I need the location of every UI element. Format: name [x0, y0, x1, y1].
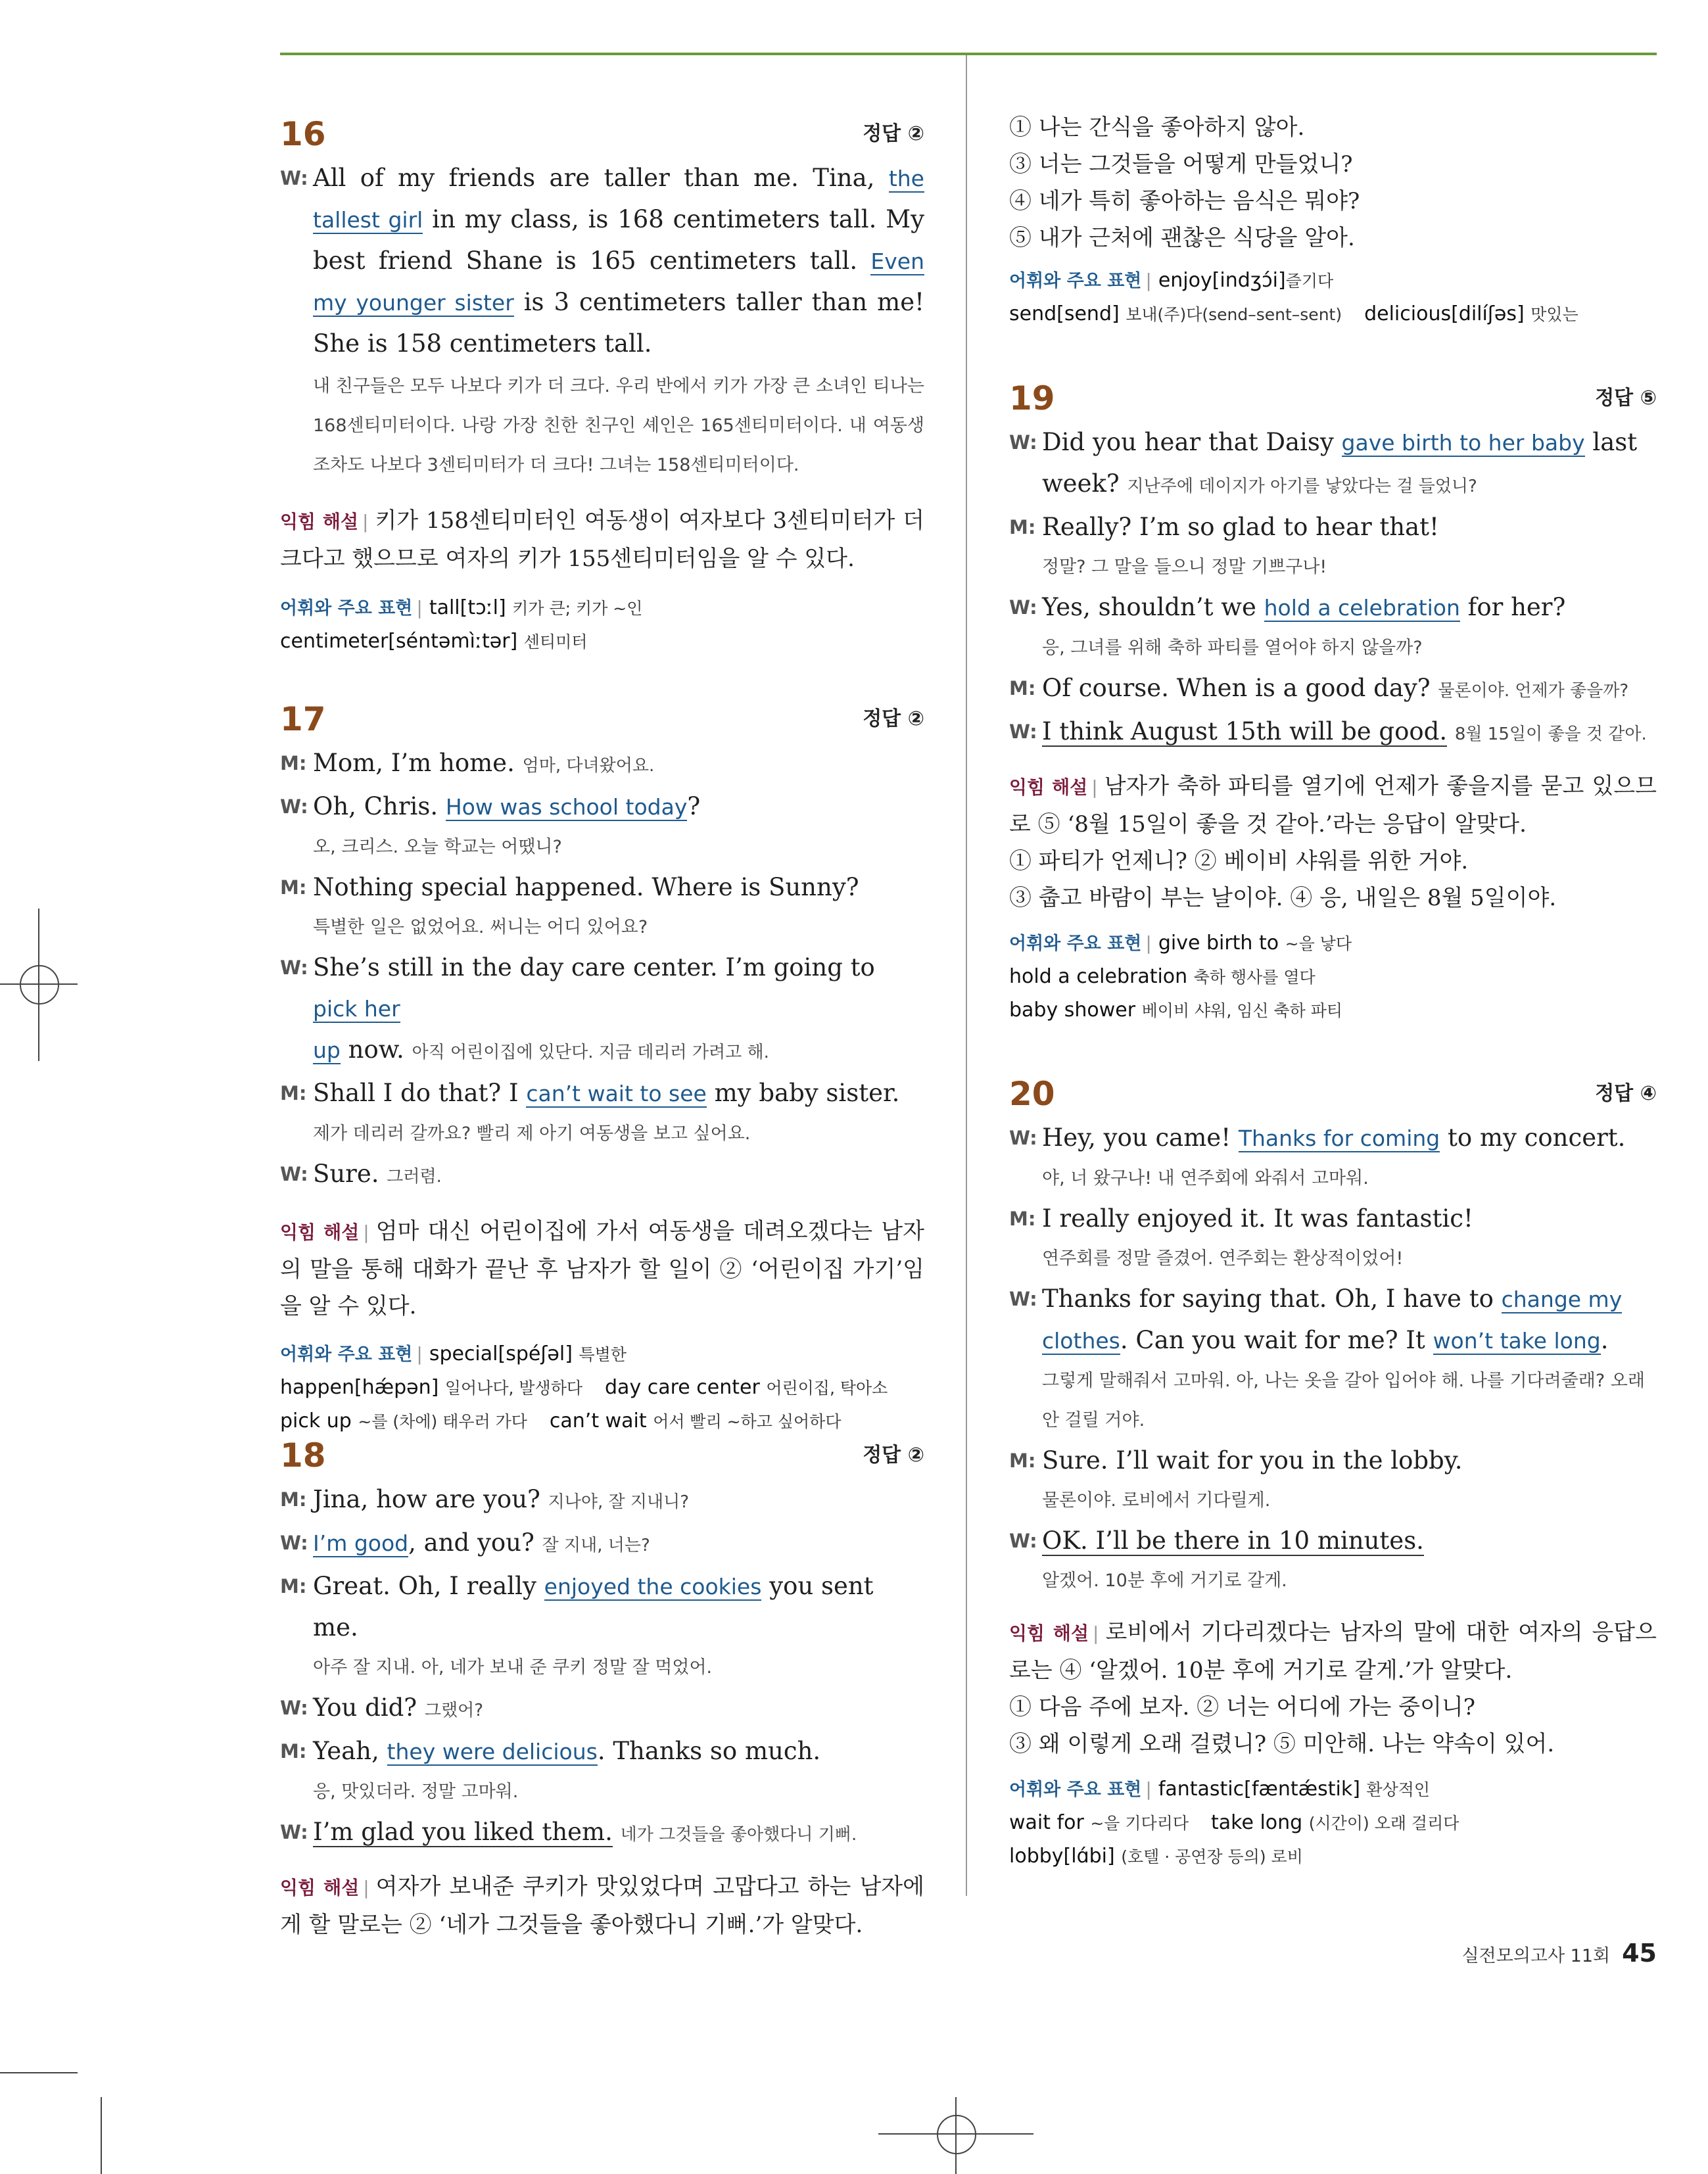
separator: |	[416, 597, 423, 619]
dialogue-text: You did?	[313, 1693, 417, 1722]
vocab-meaning: 일어나다, 발생하다	[444, 1379, 583, 1398]
explanation	[280, 1868, 924, 1943]
korean-translation: 물론이야. 로비에서 기다릴게.	[1042, 1490, 1271, 1511]
dialogue-text: Nothing special happened. Where is Sunny?	[313, 873, 859, 901]
dialogue-text: . Can you wait for me? It	[1120, 1326, 1433, 1354]
answer-label: 정답 ②	[863, 707, 924, 730]
dialogue-text: my baby sister.	[706, 1079, 900, 1107]
dialogue-text: . Thanks so much.	[597, 1737, 821, 1765]
explanation-label: 익힘 해설	[280, 1221, 360, 1243]
korean-translation: 지나야, 잘 지내니?	[548, 1492, 690, 1512]
explanation-text: 키가 158센티미터인 여동생이 여자보다 3센티미터가 더 크다고 했으므로 여자의 키가 155센티미터임을 알 수 있다.	[280, 508, 924, 572]
separator: |	[1145, 1778, 1152, 1800]
vocabulary-label: 어휘와 주요 표현	[1009, 933, 1142, 954]
speaker-label: M:	[280, 1575, 307, 1597]
dialogue-line	[280, 1154, 924, 1197]
dialogue-text: is 3 centimeters taller than me! She is 158 centimeters tall.	[313, 288, 924, 358]
vocab-term: lobby[lɑ́bi]	[1009, 1845, 1115, 1868]
choice-item: ⑤ 내가 근처에 괜찮은 식당을 알아.	[1009, 225, 1355, 251]
korean-translation: 야, 너 왔구나! 내 연주회에 와줘서 고마워.	[1042, 1168, 1369, 1189]
vocab-meaning: 어서 빨리 ~하고 싶어하다	[653, 1412, 842, 1431]
dialogue-line	[280, 1812, 924, 1855]
choice-item: ① 파티가 언제니? ② 베이비 샤워를 위한 거야.	[1009, 848, 1469, 874]
speaker-label: W:	[280, 167, 308, 189]
dialogue-text: Sure. I’ll wait for you in the lobby.	[1042, 1446, 1463, 1475]
speaker-label: W:	[1009, 1127, 1037, 1149]
blank-answer: hold a celebration	[1264, 595, 1460, 621]
separator: |	[416, 1343, 423, 1365]
korean-translation: 응, 맛있더라. 정말 고마워.	[313, 1782, 519, 1802]
korean-translation: 그렇게 말해줘서 고마워. 아, 나는 옷을 갈아 입어야 해. 나를 기다려줄래? 오래 안 걸릴 거야.	[1042, 1371, 1645, 1430]
separator: |	[1093, 1622, 1099, 1644]
separator: |	[363, 1877, 369, 1899]
vocab-meaning: 어린이집, 탁아소	[766, 1379, 888, 1398]
vocab-meaning: 베이비 샤워, 임신 축하 파티	[1141, 1001, 1343, 1020]
dialogue-line	[1009, 1521, 1657, 1561]
choice-item: ④ 네가 특히 좋아하는 음식은 뭐야?	[1009, 188, 1360, 214]
dialogue-line	[280, 1688, 924, 1731]
choice-item: ③ 왜 이렇게 오래 걸렸니? ⑤ 미안해. 나는 약속이 있어.	[1009, 1731, 1555, 1757]
vocab-meaning: (시간이) 오래 걸리다	[1308, 1814, 1459, 1833]
speaker-label: M:	[280, 1740, 307, 1762]
dialogue-text: Yes, shouldn’t we	[1042, 593, 1264, 621]
korean-translation: 오, 크리스. 오늘 학교는 어땠니?	[313, 837, 562, 857]
speaker-label: W:	[1009, 721, 1037, 743]
vocab-term: centimeter[séntəmìːtər]	[280, 630, 518, 653]
choice-item: ① 나는 간식을 좋아하지 않아.	[1009, 114, 1305, 141]
dialogue-text: Really? I’m so glad to hear that!	[1042, 513, 1439, 541]
vocab-term: baby shower	[1009, 999, 1136, 1022]
dialogue-text: Jina, how are you?	[313, 1485, 540, 1513]
blank-answer: up	[313, 1037, 341, 1063]
explanation	[280, 1213, 924, 1325]
blank-answer: Even my younger sister	[313, 248, 924, 316]
vocab-term: send[send]	[1009, 302, 1120, 325]
column-divider	[966, 55, 967, 1896]
speaker-label: W:	[280, 1697, 308, 1719]
speaker-label: W:	[280, 1163, 308, 1185]
vocab-term: wait for	[1009, 1811, 1084, 1834]
dialogue-text: Yeah,	[313, 1737, 387, 1765]
speaker-label: W:	[1009, 431, 1037, 454]
dialogue-line	[280, 867, 924, 908]
vocab-meaning: 특별한	[579, 1345, 627, 1364]
vocab-meaning: 센티미터	[523, 632, 588, 651]
speaker-label: W:	[280, 795, 308, 818]
korean-translation: 네가 그것들을 좋아했다니 기뻐.	[620, 1825, 857, 1845]
dialogue-text: now.	[340, 1035, 404, 1064]
blank-answer: I’m good	[313, 1530, 409, 1556]
vocabulary	[280, 592, 924, 659]
dialogue-text: last week?	[1042, 428, 1638, 498]
vocab-term: delicious[dilíʃəs]	[1364, 302, 1525, 325]
dialogue-text: I really enjoyed it. It was fantastic!	[1042, 1204, 1473, 1233]
korean-translation: 내 친구들은 모두 나보다 키가 더 크다. 우리 반에서 키가 가장 큰 소녀인 티나는 168센티미터이다. 나랑 가장 친한 친구인 셰인은 165센티미터이다. 내 여동생조차도 나보다 3센티미터가 더 크다! 그녀는 158센티미터이다.	[313, 376, 924, 475]
dialogue-text: you sent me.	[313, 1572, 874, 1642]
dialogue-text: OK. I’ll be there in 10 minutes.	[1042, 1526, 1424, 1555]
korean-translation: 연주회를 정말 즐겼어. 연주회는 환상적이었어!	[1042, 1248, 1404, 1269]
registration-circle	[20, 965, 59, 1004]
answer-label: 정답 ⑤	[1595, 387, 1657, 410]
answer-label: 정답 ④	[1595, 1082, 1657, 1105]
dialogue-line	[280, 1731, 924, 1772]
dialogue-line	[280, 1073, 924, 1114]
question-number: 20	[1009, 1075, 1055, 1113]
vocab-term: enjoy[indʒɔ́i]	[1158, 269, 1286, 292]
dialogue-line	[280, 1523, 924, 1566]
dialogue-line	[1009, 1279, 1657, 1361]
separator: |	[1145, 932, 1152, 954]
dialogue-line	[1009, 587, 1657, 628]
dialogue-text: in my class, is 168 centimeters tall. My best friend Shane is 165 centimeters tall.	[313, 205, 924, 275]
dialogue-text: Thanks for saying that. Oh, I have to	[1042, 1285, 1502, 1313]
vocab-term: day care center	[605, 1376, 760, 1399]
registration-circle	[937, 2115, 976, 2154]
dialogue-text: Oh, Chris.	[313, 792, 446, 820]
dialogue-text: for her?	[1459, 593, 1566, 621]
question-18	[280, 1432, 924, 1943]
separator: |	[1091, 776, 1098, 798]
dialogue-line	[1009, 1440, 1657, 1481]
vocabulary-label: 어휘와 주요 표현	[280, 598, 413, 619]
question-header	[280, 696, 924, 743]
speaker-label: M:	[1009, 1450, 1036, 1472]
explanation-label: 익힘 해설	[280, 511, 358, 532]
speaker-label: M:	[1009, 516, 1036, 538]
vocab-term: happen[hǽpən]	[280, 1376, 439, 1399]
dialogue-line	[1009, 1118, 1657, 1159]
explanation-text: 로비에서 기다리겠다는 남자의 말에 대한 여자의 응답으로는 ④ ‘알겠어. 10분 후에 거기로 갈게.’가 알맞다.	[1009, 1619, 1657, 1684]
question-19	[1009, 375, 1657, 1028]
vocabulary	[280, 1338, 924, 1438]
question-16	[280, 110, 924, 659]
dialogue-line	[280, 158, 924, 364]
answer-label: 정답 ②	[863, 122, 924, 145]
vocab-meaning: 맛있는	[1530, 305, 1578, 324]
question-header	[280, 1432, 924, 1479]
dialogue-text: All of my friends are taller than me. Tina,	[313, 164, 889, 192]
korean-translation: 그랬어?	[424, 1701, 484, 1720]
korean-translation: 지난주에 데이지가 아기를 낳았다는 걸 들었니?	[1127, 477, 1477, 496]
korean-translation: 제가 데리러 갈까요? 빨리 제 아기 여동생을 보고 싶어요.	[313, 1123, 751, 1144]
question-number: 16	[280, 115, 326, 153]
vocab-meaning: (호텔 · 공연장 등의) 로비	[1121, 1847, 1303, 1866]
dialogue-text: , and you?	[408, 1528, 534, 1557]
speaker-label: W:	[280, 1532, 308, 1554]
explanation-text: 여자가 보내준 쿠키가 맛있었다며 고맙다고 하는 남자에게 할 말로는 ② ‘네가 그것들을 좋아했다니 기뻐.’가 알맞다.	[280, 1874, 924, 1938]
explanation-text: 남자가 축하 파티를 열기에 언제가 좋을지를 묻고 있으므로 ⑤ ‘8월 15일이 좋을 것 같아.’라는 응답이 알맞다.	[1009, 773, 1657, 838]
vocab-term: tall[tɔːl]	[429, 596, 506, 619]
blank-answer: they were delicious	[387, 1739, 598, 1764]
blank-answer: clothes	[1042, 1328, 1120, 1354]
page-footer	[1462, 1937, 1657, 1975]
korean-translation: 잘 지내, 너는?	[542, 1536, 650, 1555]
dialogue-text: Shall I do that? I	[313, 1079, 527, 1107]
dialogue-text: ?	[687, 792, 701, 820]
vocab-meaning: 즐기다	[1285, 272, 1334, 291]
top-rule	[280, 53, 1657, 55]
blank-answer: can’t wait to see	[526, 1081, 707, 1106]
dialogue-line	[280, 743, 924, 786]
dialogue-line	[1009, 1198, 1657, 1239]
korean-translation: 응, 그녀를 위해 축하 파티를 열어야 하지 않을까?	[1042, 638, 1423, 658]
speaker-label: M:	[280, 876, 307, 899]
explanation-text: 엄마 대신 어린이집에 가서 여동생을 데려오겠다는 남자의 말을 통해 대화가 끝난 후 남자가 할 일이 ② ‘어린이집 가기’임을 알 수 있다.	[280, 1218, 924, 1319]
dialogue-line	[1009, 668, 1657, 711]
dialogue-line	[280, 786, 924, 828]
dialogue-text: Great. Oh, I really	[313, 1572, 544, 1600]
korean-translation: 특별한 일은 없었어요. 써니는 어디 있어요?	[313, 917, 648, 937]
question-17	[280, 696, 924, 1438]
vocab-term: take long	[1211, 1811, 1303, 1834]
answer-label: 정답 ②	[863, 1444, 924, 1467]
speaker-label: W:	[280, 1821, 308, 1843]
question-18-continued	[1009, 109, 1657, 331]
vocabulary-label: 어휘와 주요 표현	[280, 1344, 413, 1365]
korean-translation: 아직 어린이집에 있단다. 지금 데리러 가려고 해.	[412, 1043, 769, 1062]
blank-answer: change my	[1501, 1287, 1623, 1312]
crop-mark	[101, 2097, 102, 2174]
vocab-meaning: ~를 (차에) 태우러 가다	[358, 1412, 527, 1431]
crop-mark	[0, 2072, 78, 2073]
explanation	[280, 502, 924, 577]
vocab-meaning: ~을 낳다	[1285, 934, 1352, 953]
speaker-label: M:	[280, 1488, 307, 1511]
question-header	[1009, 375, 1657, 422]
korean-translation: 알겠어. 10분 후에 거기로 갈게.	[1042, 1571, 1287, 1591]
speaker-label: W:	[1009, 1288, 1037, 1310]
dialogue-text: She’s still in the day care center. I’m going to	[313, 953, 875, 981]
separator: |	[363, 1221, 369, 1243]
vocab-meaning: 축하 행사를 열다	[1193, 968, 1316, 987]
speaker-label: M:	[280, 752, 307, 774]
korean-translation: 정말? 그 말을 들으니 정말 기쁘구나!	[1042, 557, 1327, 577]
vocab-meaning: 환상적인	[1366, 1780, 1431, 1799]
explanation	[1009, 768, 1657, 843]
blank-answer: How was school today	[445, 794, 688, 820]
dialogue-text: Hey, you came!	[1042, 1123, 1239, 1152]
dialogue-line	[280, 1566, 924, 1648]
vocab-meaning: 키가 큰; 키가 ~인	[512, 599, 643, 618]
explanation-label: 익힘 해설	[1009, 1622, 1089, 1644]
vocab-term: give birth to	[1158, 932, 1279, 955]
question-number: 18	[280, 1436, 326, 1475]
vocab-meaning: 보내(주)다(send–sent–sent)	[1126, 305, 1342, 324]
blank-answer: Thanks for coming	[1238, 1125, 1440, 1151]
speaker-label: W:	[1009, 1530, 1037, 1552]
explanation-label: 익힘 해설	[1009, 776, 1088, 798]
explanation-label: 익힘 해설	[280, 1877, 360, 1899]
dialogue-line	[1009, 507, 1657, 548]
page-number: 45	[1622, 1939, 1657, 1968]
choice-item: ③ 춥고 바람이 부는 날이야. ④ 응, 내일은 8월 5일이야.	[1009, 885, 1557, 911]
vocabulary-label: 어휘와 주요 표현	[1009, 271, 1142, 291]
speaker-label: W:	[280, 957, 308, 979]
vocab-term: special[spéʃəl]	[429, 1342, 573, 1365]
vocab-term: can’t wait	[549, 1409, 647, 1432]
dialogue-line	[280, 947, 924, 1073]
blank-answer: the tallest girl	[313, 166, 924, 233]
vocab-term: fantastic[fæntǽstik]	[1158, 1778, 1360, 1801]
vocabulary-label: 어휘와 주요 표현	[1009, 1780, 1142, 1800]
speaker-label: M:	[1009, 1208, 1036, 1230]
separator: |	[362, 511, 369, 532]
korean-translation: 엄마, 다녀왔어요.	[522, 756, 655, 776]
korean-translation: 그러렴.	[387, 1167, 442, 1187]
question-number: 17	[280, 700, 326, 738]
blank-answer: enjoyed the cookies	[544, 1574, 762, 1599]
vocab-term: hold a celebration	[1009, 965, 1188, 988]
question-header	[1009, 1070, 1657, 1118]
dialogue-text: Mom, I’m home.	[313, 749, 515, 777]
blank-answer: pick her	[313, 996, 400, 1022]
choice-item: ③ 너는 그것들을 어떻게 만들었니?	[1009, 151, 1353, 177]
dialogue-text: to my concert.	[1440, 1123, 1626, 1152]
dialogue-text: I’m glad you liked them.	[313, 1818, 613, 1846]
speaker-label: M:	[280, 1082, 307, 1104]
explanation	[1009, 1614, 1657, 1689]
dialogue-text: Of course. When is a good day?	[1042, 674, 1431, 702]
korean-translation: 8월 15일이 좋을 것 같아.	[1454, 724, 1647, 744]
dialogue-line	[1009, 422, 1657, 507]
blank-answer: won’t take long	[1433, 1328, 1601, 1354]
korean-translation: 아주 잘 지내. 아, 네가 보내 준 쿠키 정말 잘 먹었어.	[313, 1657, 713, 1678]
question-number: 19	[1009, 379, 1055, 417]
separator: |	[1145, 270, 1152, 291]
vocab-meaning: ~을 기다리다	[1090, 1814, 1189, 1833]
speaker-label: W:	[1009, 596, 1037, 619]
dialogue-text: Sure.	[313, 1160, 379, 1188]
vocabulary	[1009, 927, 1657, 1028]
question-header	[280, 110, 924, 158]
vocabulary	[1009, 264, 1657, 331]
korean-translation: 물론이야. 언제가 좋을까?	[1438, 681, 1629, 701]
vocabulary	[1009, 1773, 1657, 1874]
footer-title: 실전모의고사 11회	[1461, 1946, 1611, 1966]
dialogue-text: .	[1600, 1326, 1609, 1354]
question-20	[1009, 1070, 1657, 1874]
vocab-term: pick up	[280, 1409, 352, 1432]
blank-answer: gave birth to her baby	[1341, 430, 1585, 456]
choice-item: ① 다음 주에 보자. ② 너는 어디에 가는 중이니?	[1009, 1694, 1475, 1720]
dialogue-text: Did you hear that Daisy	[1042, 428, 1342, 456]
dialogue-line	[1009, 711, 1657, 755]
dialogue-line	[280, 1479, 924, 1523]
speaker-label: M:	[1009, 677, 1036, 699]
dialogue-text: I think August 15th will be good.	[1042, 717, 1448, 745]
